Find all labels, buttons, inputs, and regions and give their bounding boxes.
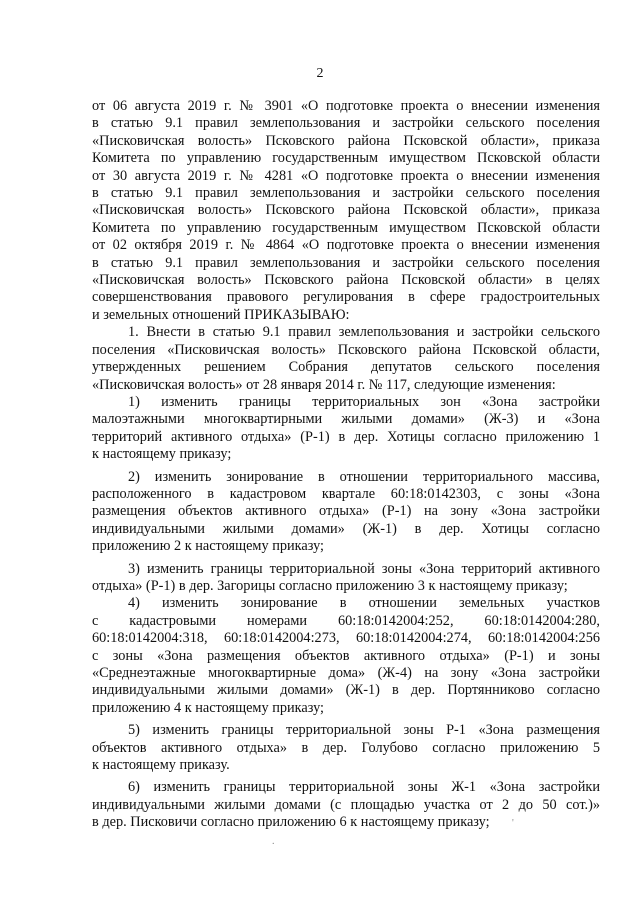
- text-line: 1. Внести в статью 9.1 правил землепользования и застройки сельского: [128, 324, 600, 341]
- subitem-2-paragraph: [92, 469, 600, 556]
- text-line: размещения объектов активного отдыха» (Р-1) на зону «Зона застройки: [92, 503, 600, 520]
- text-line: индивидуальными жилыми домами» (Ж-1) в дер. Хотицы согласно: [92, 520, 600, 537]
- scan-speck: ': [512, 818, 514, 829]
- text-line: 6) изменить границы территориальной зоны Ж-1 «Зона застройки: [128, 779, 600, 796]
- text-line: приложению 4 к настоящему приказу;: [92, 699, 324, 716]
- text-line: «Писковичская волость» Псковского района Псковской области», приказа: [92, 132, 600, 149]
- text-line: 4) изменить зонирование в отношении земельных участков: [128, 595, 600, 612]
- text-line: территорий активного отдыха» (Р-1) в дер. Хотицы согласно приложению 1: [92, 428, 600, 445]
- subitem-5-paragraph: [92, 722, 600, 774]
- text-line: 5) изменить границы территориальной зоны Р-1 «Зона размещения: [128, 722, 600, 739]
- text-line: утвержденных решением Собрания депутатов сельского поселения: [92, 359, 600, 376]
- text-line: к настоящему приказу.: [92, 757, 230, 774]
- text-line: в дер. Писковичи согласно приложению 6 к настоящему приказу;: [92, 814, 490, 831]
- text-line: «Писковичская волость» Псковского района Псковской области» в целях: [92, 272, 600, 289]
- page-number: 2: [316, 66, 324, 81]
- item-1-paragraph: [92, 324, 600, 394]
- text-line: в статью 9.1 правил землепользования и застройки сельского поселения: [92, 115, 600, 132]
- text-line: к настоящему приказу;: [92, 446, 232, 463]
- text-line: в статью 9.1 правил землепользования и застройки сельского поселения: [92, 254, 600, 271]
- text-line: малоэтажными многоквартирными жилыми домами» (Ж-3) и «Зона: [92, 411, 600, 428]
- text-line: «Писковичская волость» Псковского района Псковской области», приказа: [92, 202, 600, 219]
- subitem-1-paragraph: [92, 394, 600, 464]
- text-line: от 06 августа 2019 г. № 3901 «О подготовке проекта о внесении изменения: [92, 98, 600, 114]
- subitem-3-paragraph: [92, 561, 600, 596]
- text-line: 1) изменить границы территориальных зон «Зона застройки: [128, 393, 600, 410]
- document-body: [92, 98, 600, 832]
- text-line: от 02 октября 2019 г. № 4864 «О подготовке проекта о внесении изменения: [92, 237, 600, 254]
- subitem-4-paragraph: [92, 595, 600, 717]
- text-line: от 30 августа 2019 г. № 4281 «О подготовке проекта о внесении изменения: [92, 167, 600, 184]
- text-line: 2) изменить зонирование в отношении территориального массива,: [128, 468, 600, 485]
- text-line: «Среднеэтажные многоквартирные дома» (Ж-4) на зону «Зона застройки: [92, 665, 600, 681]
- scan-speck: .: [272, 836, 275, 847]
- text-line: индивидуальными жилыми домами (с площадью участка от 2 до 50 сот.)»: [92, 796, 600, 813]
- text-line: расположенного в кадастровом квартале 60:18:0142303, с зоны «Зона: [92, 485, 600, 502]
- text-line: Комитета по управлению государственным имуществом Псковской области: [92, 150, 600, 167]
- text-line: поселения «Писковичская волость» Псковского района Псковской области,: [92, 341, 600, 358]
- text-line: в статью 9.1 правил землепользования и застройки сельского поселения: [92, 185, 600, 202]
- text-line: с кадастровыми номерами 60:18:0142004:252, 60:18:0142004:280,: [92, 612, 600, 629]
- text-line: 60:18:0142004:318, 60:18:0142004:273, 60:18:0142004:274, 60:18:0142004:256: [92, 630, 600, 647]
- text-line: с зоны «Зона размещения объектов активного отдыха» (Р-1) и зоны: [92, 647, 600, 664]
- text-line: 3) изменить границы территориальной зоны «Зона территорий активного: [128, 560, 600, 577]
- preamble-paragraph: [92, 98, 600, 324]
- subitem-6-paragraph: [92, 779, 600, 831]
- text-line: индивидуальными жилыми домами» (Ж-1) в дер. Портянниково согласно: [92, 682, 600, 699]
- text-line: приложению 2 к настоящему приказу;: [92, 538, 324, 555]
- text-line: «Писковичская волость» от 28 января 2014 г. № 117, следующие изменения:: [92, 376, 556, 393]
- text-line: и земельных отношений ПРИКАЗЫВАЮ:: [92, 306, 350, 323]
- text-line: объектов активного отдыха» в дер. Голубово согласно приложению 5: [92, 739, 600, 756]
- text-line: отдыха» (Р-1) в дер. Загорицы согласно приложению 3 к настоящему приказу;: [92, 577, 568, 594]
- text-line: Комитета по управлению государственным имуществом Псковской области: [92, 219, 600, 236]
- text-line: совершенствования правового регулирования в сфере градостроительных: [92, 289, 600, 306]
